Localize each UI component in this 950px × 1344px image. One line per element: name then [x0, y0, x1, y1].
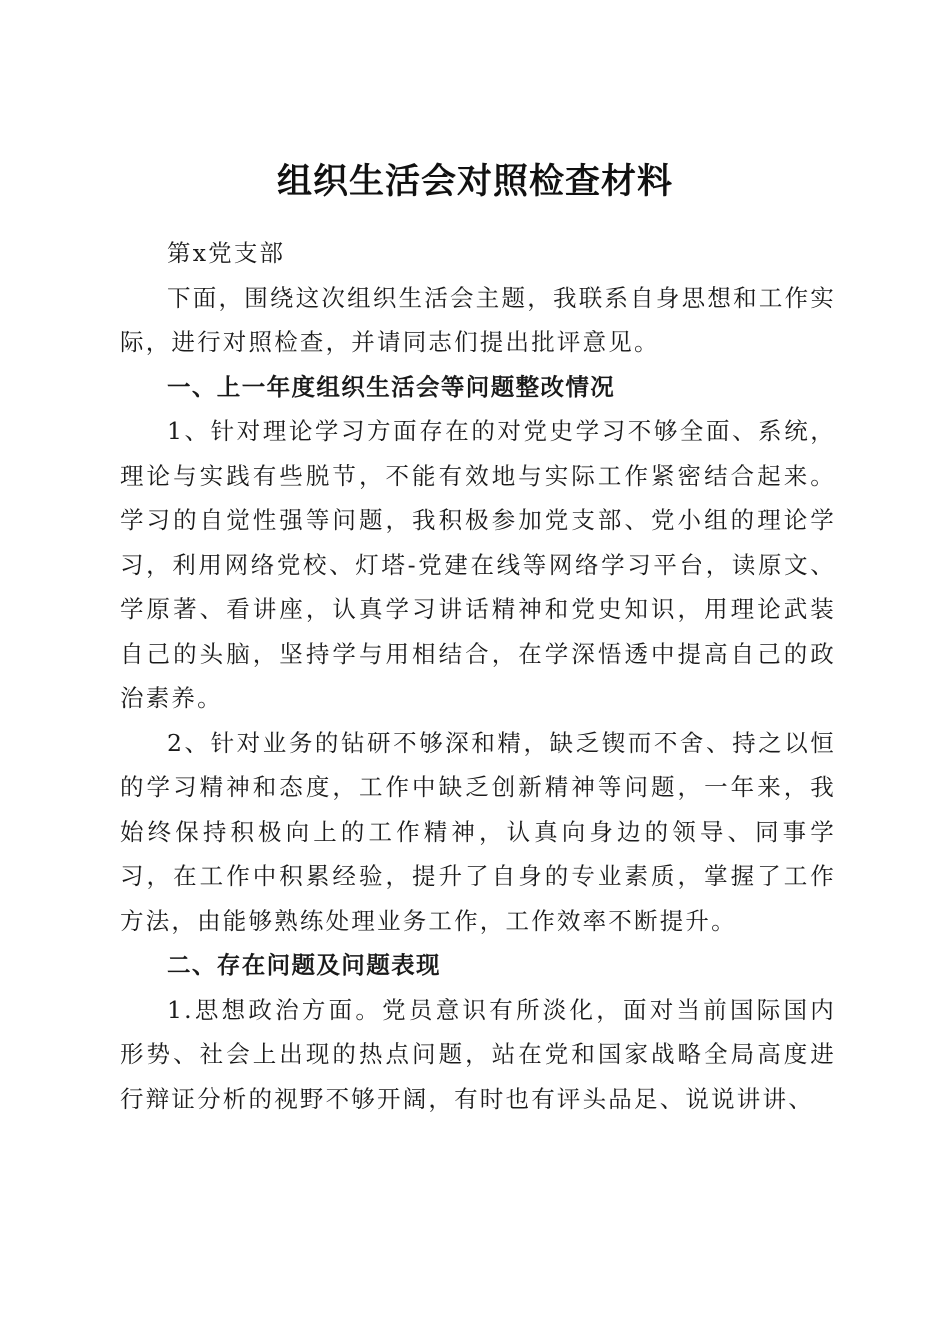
branch-line: 第x党支部: [167, 239, 286, 267]
section1-item-1: 1、针对理论学习方面存在的对党史学习不够全面、系统，理论与实践有些脱节，不能有效地与实际工作紧密结合起来。学习的自觉性强等问题，我积极参加党支部、党小组的理论学习，利用网络党校、灯塔-党建在线等网络学习平台，读原文、学原著、看讲座，认真学习讲话精神和党史知识，用理论武装自己的头脑，坚持学与用相结合，在学深悟透中提高自己的政治素养。: [120, 417, 836, 712]
document-title: 组织生活会对照检查材料: [276, 162, 673, 203]
section-heading-1: 一、上一年度组织生活会等问题整改情况: [167, 372, 616, 401]
intro-paragraph: 下面，围绕这次组织生活会主题，我联系自身思想和工作实际，进行对照检查，并请同志们提出批评意见。: [120, 283, 836, 356]
section-heading-2: 二、存在问题及问题表现: [167, 951, 441, 979]
section2-item-1: 1.思想政治方面。党员意识有所淡化，面对当前国际国内形势、社会上出现的热点问题，站在党和国家战略全局高度进行辩证分析的视野不够开阔，有时也有评头品足、说说讲讲、: [120, 995, 836, 1113]
section1-item-2: 2、针对业务的钻研不够深和精，缺乏锲而不舍、持之以恒的学习精神和态度，工作中缺乏创新精神等问题，一年来，我始终保持积极向上的工作精神，认真向身边的领导、同事学习，在工作中积累经验，提升了自身的专业素质，掌握了工作方法，由能够熟练处理业务工作，工作效率不断提升。: [120, 728, 836, 935]
document-body: [120, 231, 836, 1121]
